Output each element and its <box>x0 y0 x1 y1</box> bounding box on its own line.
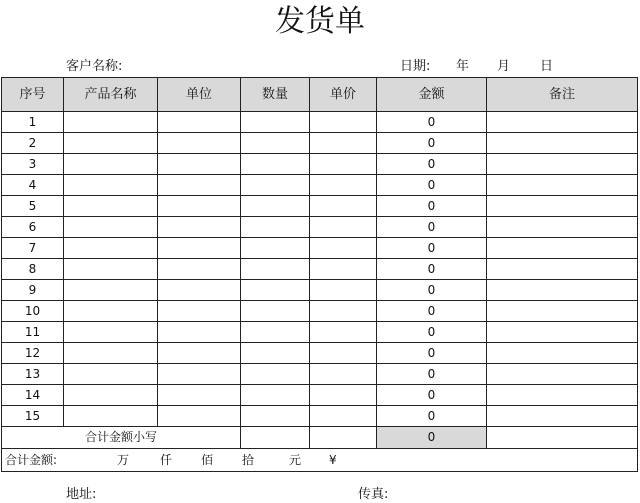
amount-in-words-cell <box>2 449 638 472</box>
quantity-cell[interactable] <box>241 217 310 238</box>
product-name-cell[interactable] <box>64 217 158 238</box>
amount-cell: 0 <box>377 406 487 427</box>
row-index: 12 <box>2 343 64 364</box>
unit-cell[interactable] <box>158 196 241 217</box>
product-name-cell[interactable] <box>64 154 158 175</box>
product-name-cell[interactable] <box>64 385 158 406</box>
col-header-amount: 金额 <box>377 78 487 112</box>
price-cell[interactable] <box>310 133 377 154</box>
quantity-cell[interactable] <box>241 385 310 406</box>
price-cell[interactable] <box>310 280 377 301</box>
col-header-unit: 单位 <box>158 78 241 112</box>
remarks-cell[interactable] <box>487 259 638 280</box>
unit-bai: 佰 <box>201 453 214 467</box>
amount-cell: 0 <box>377 385 487 406</box>
price-cell[interactable] <box>310 112 377 133</box>
amount-cell: 0 <box>377 175 487 196</box>
col-header-quantity: 数量 <box>241 78 310 112</box>
unit-cell[interactable] <box>158 238 241 259</box>
product-name-cell[interactable] <box>64 364 158 385</box>
row-index: 14 <box>2 385 64 406</box>
quantity-cell[interactable] <box>241 133 310 154</box>
price-cell[interactable] <box>310 154 377 175</box>
product-name-cell[interactable] <box>64 175 158 196</box>
total-label: 合计金额小写 <box>2 427 241 449</box>
row-index: 10 <box>2 301 64 322</box>
quantity-cell[interactable] <box>241 196 310 217</box>
price-cell[interactable] <box>310 175 377 196</box>
quantity-cell[interactable] <box>241 322 310 343</box>
unit-cell[interactable] <box>158 154 241 175</box>
quantity-cell[interactable] <box>241 280 310 301</box>
amount-cell: 0 <box>377 322 487 343</box>
amount-cell: 0 <box>377 364 487 385</box>
table-row <box>2 175 638 196</box>
quantity-cell[interactable] <box>241 112 310 133</box>
unit-cell[interactable] <box>158 364 241 385</box>
price-cell[interactable] <box>310 364 377 385</box>
address-label: 地址: <box>66 487 97 502</box>
product-name-cell[interactable] <box>64 301 158 322</box>
amount-in-words-row <box>2 449 638 472</box>
col-header-price: 单价 <box>310 78 377 112</box>
product-name-cell[interactable] <box>64 238 158 259</box>
amount-cell: 0 <box>377 259 487 280</box>
col-header-remarks: 备注 <box>487 78 638 112</box>
remarks-cell[interactable] <box>487 343 638 364</box>
row-index: 11 <box>2 322 64 343</box>
unit-qian: 仟 <box>160 453 173 467</box>
table-row <box>2 133 638 154</box>
table-row <box>2 385 638 406</box>
remarks-cell[interactable] <box>487 280 638 301</box>
remarks-cell[interactable] <box>487 133 638 154</box>
table-header-row <box>2 78 638 112</box>
date-day-label: 日 <box>540 59 554 74</box>
table-row <box>2 217 638 238</box>
quantity-cell[interactable] <box>241 343 310 364</box>
table-row <box>2 154 638 175</box>
row-index: 15 <box>2 406 64 427</box>
row-index: 4 <box>2 175 64 196</box>
customer-label: 客户名称: <box>66 59 123 74</box>
row-index: 5 <box>2 196 64 217</box>
page-title: 发货单 <box>275 4 365 39</box>
product-name-cell[interactable] <box>64 322 158 343</box>
price-cell[interactable] <box>310 217 377 238</box>
table-row <box>2 301 638 322</box>
unit-cell[interactable] <box>158 112 241 133</box>
unit-cell[interactable] <box>158 259 241 280</box>
table-row <box>2 238 638 259</box>
row-index: 2 <box>2 133 64 154</box>
table-row <box>2 280 638 301</box>
quantity-cell[interactable] <box>241 238 310 259</box>
delivery-table <box>1 77 638 472</box>
row-index: 6 <box>2 217 64 238</box>
price-cell[interactable] <box>310 238 377 259</box>
amount-cell: 0 <box>377 196 487 217</box>
table-row <box>2 112 638 133</box>
price-cell[interactable] <box>310 406 377 427</box>
unit-cell[interactable] <box>158 133 241 154</box>
unit-wan: 万 <box>117 453 130 467</box>
fax-label: 传真: <box>358 487 389 502</box>
unit-cell[interactable] <box>158 322 241 343</box>
product-name-cell[interactable] <box>64 280 158 301</box>
amount-cell: 0 <box>377 154 487 175</box>
total-amount: 0 <box>377 427 487 449</box>
row-index: 3 <box>2 154 64 175</box>
price-cell[interactable] <box>310 322 377 343</box>
amount-cell: 0 <box>377 301 487 322</box>
product-name-cell[interactable] <box>64 406 158 427</box>
table-row <box>2 343 638 364</box>
amount-cell: 0 <box>377 238 487 259</box>
col-header-product: 产品名称 <box>64 78 158 112</box>
price-cell[interactable] <box>310 301 377 322</box>
amount-cell: 0 <box>377 217 487 238</box>
quantity-cell[interactable] <box>241 406 310 427</box>
amount-cell: 0 <box>377 280 487 301</box>
table-row <box>2 322 638 343</box>
table-row <box>2 364 638 385</box>
quantity-cell[interactable] <box>241 301 310 322</box>
price-cell[interactable] <box>310 385 377 406</box>
date-month-label: 月 <box>497 59 511 74</box>
product-name-cell[interactable] <box>64 133 158 154</box>
remarks-cell[interactable] <box>487 301 638 322</box>
amount-cell: 0 <box>377 112 487 133</box>
amount-cell: 0 <box>377 133 487 154</box>
amount-cell: 0 <box>377 343 487 364</box>
price-cell[interactable] <box>310 259 377 280</box>
price-cell[interactable] <box>310 196 377 217</box>
quantity-cell[interactable] <box>241 259 310 280</box>
remarks-cell[interactable] <box>487 175 638 196</box>
row-index: 8 <box>2 259 64 280</box>
total-row <box>2 427 638 449</box>
row-index: 7 <box>2 238 64 259</box>
remarks-cell[interactable] <box>487 385 638 406</box>
remarks-cell[interactable] <box>487 238 638 259</box>
amount-words-label: 合计金额: <box>5 453 58 467</box>
quantity-cell[interactable] <box>241 364 310 385</box>
product-name-cell[interactable] <box>64 259 158 280</box>
total-remarks-cell[interactable] <box>487 427 638 449</box>
unit-cell[interactable] <box>158 343 241 364</box>
remarks-cell[interactable] <box>487 112 638 133</box>
table-row <box>2 259 638 280</box>
total-price-cell[interactable] <box>310 427 377 449</box>
price-cell[interactable] <box>310 343 377 364</box>
unit-cell[interactable] <box>158 280 241 301</box>
unit-shi: 拾 <box>242 453 255 467</box>
unit-cell[interactable] <box>158 406 241 427</box>
col-header-index: 序号 <box>2 78 64 112</box>
remarks-cell[interactable] <box>487 322 638 343</box>
product-name-cell[interactable] <box>64 112 158 133</box>
unit-cell[interactable] <box>158 175 241 196</box>
remarks-cell[interactable] <box>487 217 638 238</box>
unit-cell[interactable] <box>158 385 241 406</box>
yen-sign: ¥ <box>329 453 337 467</box>
unit-cell[interactable] <box>158 301 241 322</box>
date-year-label: 年 <box>456 59 470 74</box>
row-index: 9 <box>2 280 64 301</box>
remarks-cell[interactable] <box>487 196 638 217</box>
remarks-cell[interactable] <box>487 154 638 175</box>
row-index: 13 <box>2 364 64 385</box>
product-name-cell[interactable] <box>64 196 158 217</box>
remarks-cell[interactable] <box>487 364 638 385</box>
row-index: 1 <box>2 112 64 133</box>
product-name-cell[interactable] <box>64 343 158 364</box>
quantity-cell[interactable] <box>241 154 310 175</box>
table-row <box>2 406 638 427</box>
quantity-cell[interactable] <box>241 175 310 196</box>
total-quantity-cell[interactable] <box>241 427 310 449</box>
unit-cell[interactable] <box>158 217 241 238</box>
date-label: 日期: <box>400 59 431 74</box>
unit-yuan: 元 <box>289 453 302 467</box>
table-row <box>2 196 638 217</box>
remarks-cell[interactable] <box>487 406 638 427</box>
